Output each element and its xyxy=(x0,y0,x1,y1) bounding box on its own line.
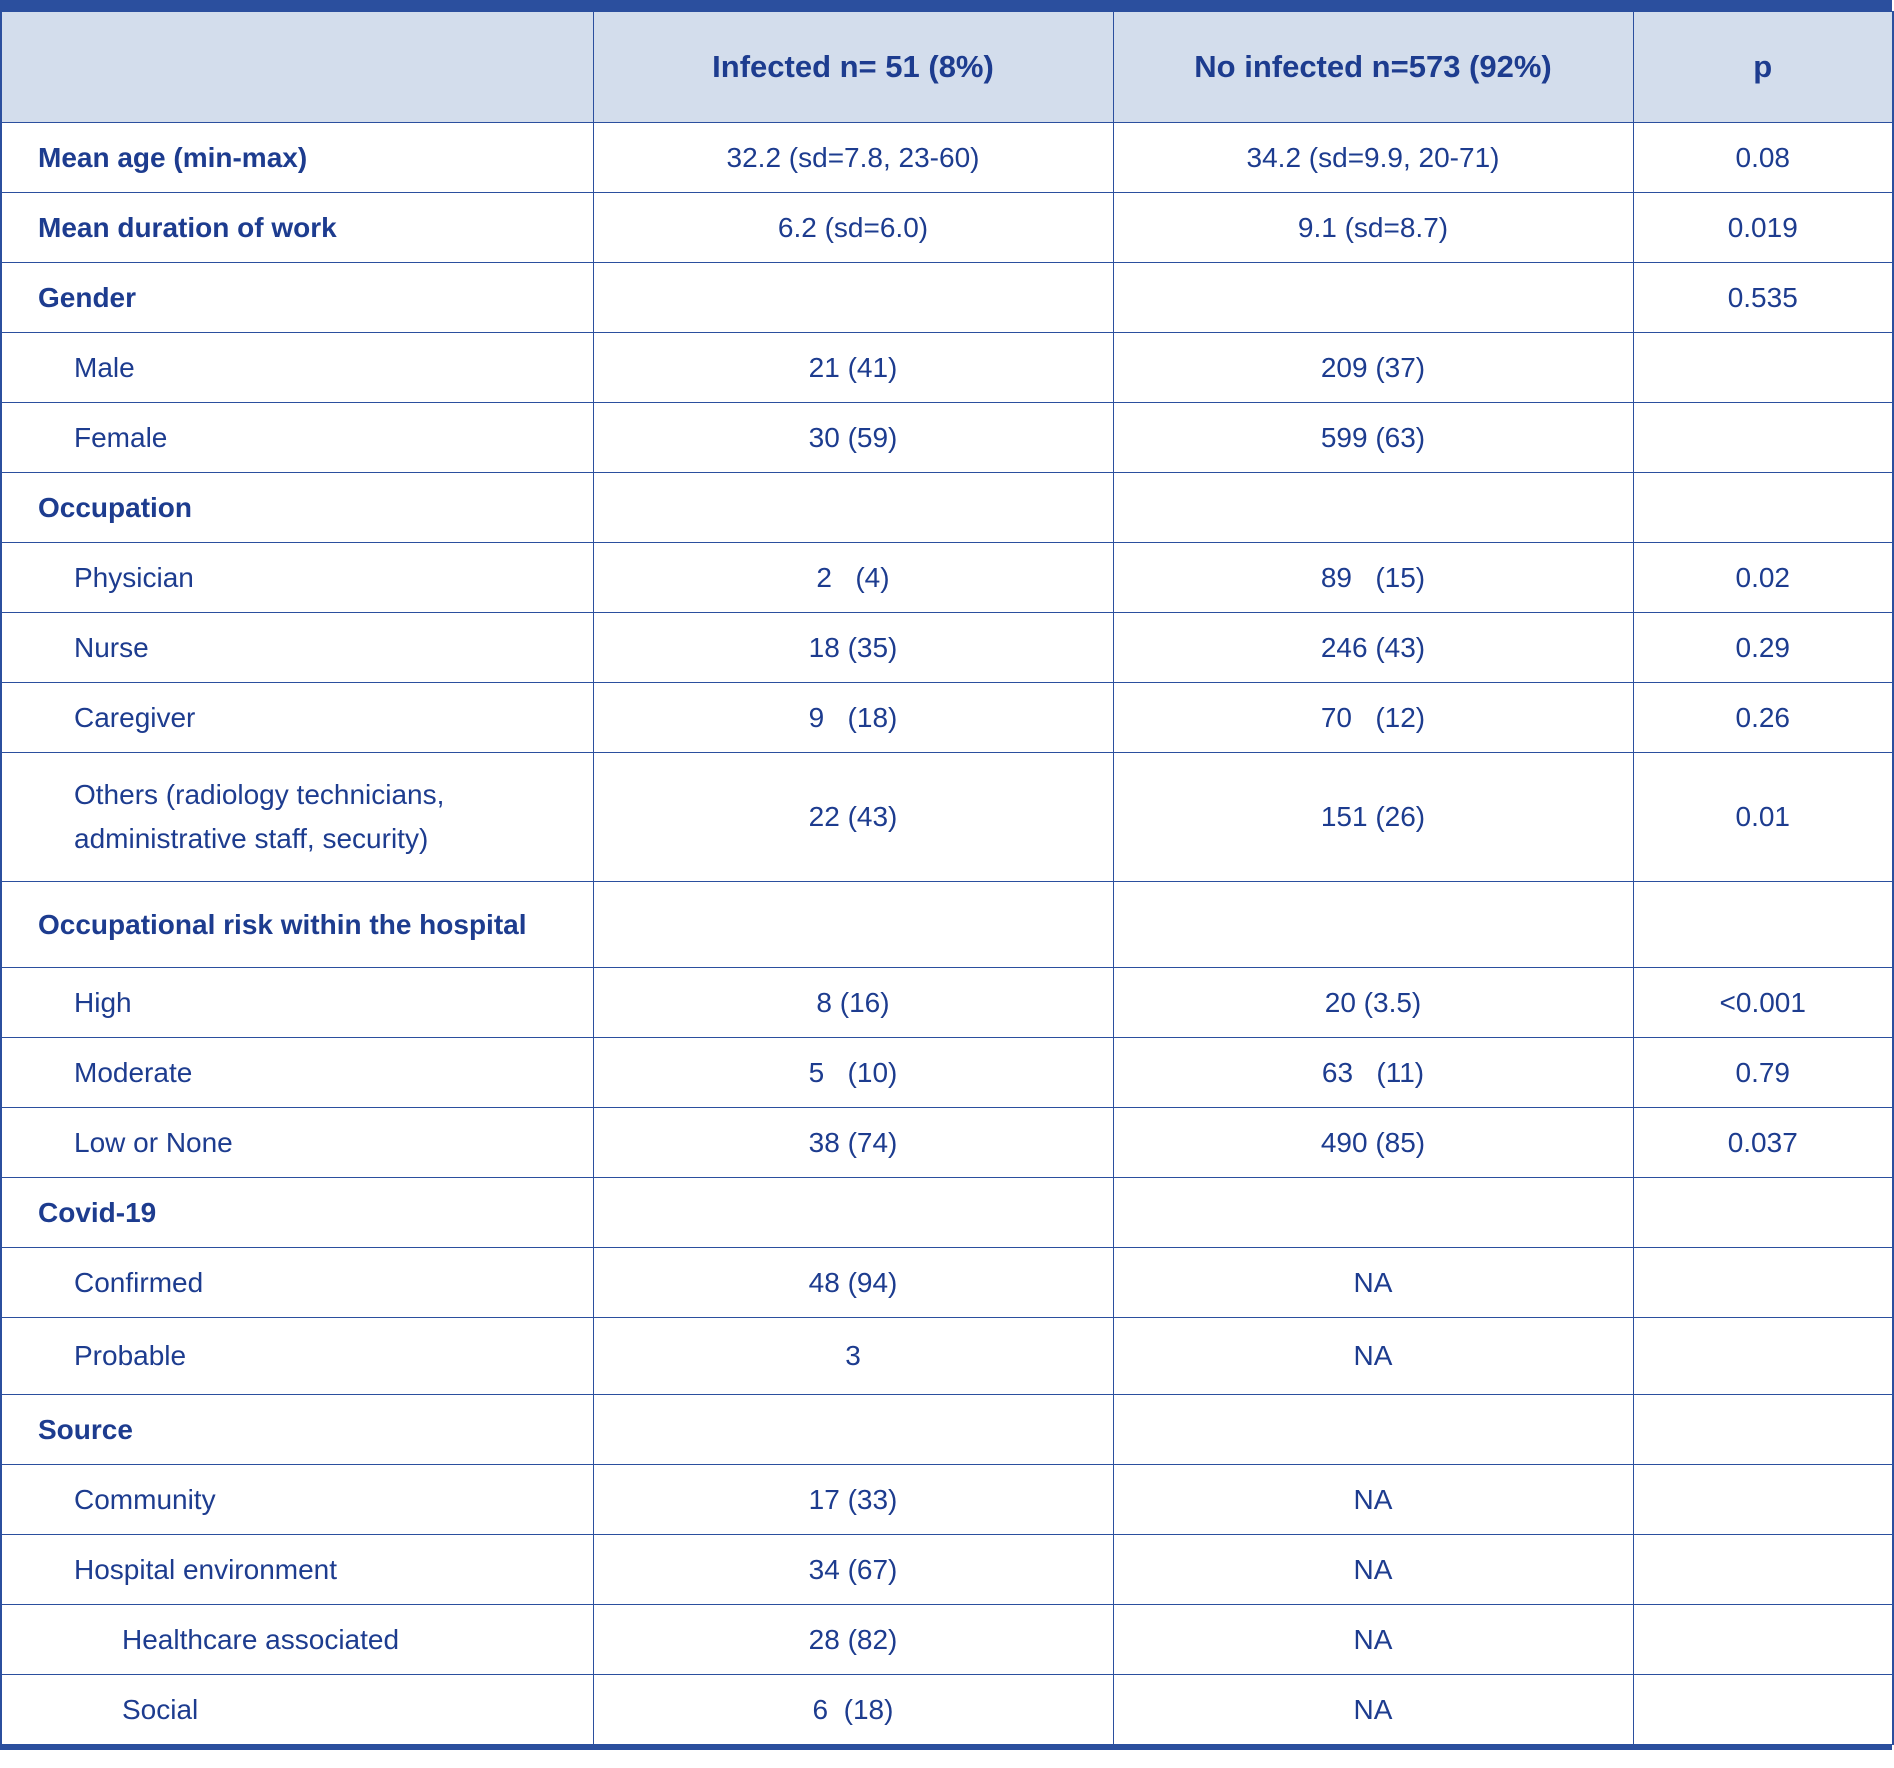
row-label: Source xyxy=(1,1395,593,1465)
not-infected-value: 9.1 (sd=8.7) xyxy=(1113,193,1633,263)
infected-value: 2 (4) xyxy=(593,543,1113,613)
row-label: Occupational risk within the hospital xyxy=(1,882,593,968)
table-row xyxy=(1,1178,1893,1248)
not-infected-value xyxy=(1113,263,1633,333)
p-value: <0.001 xyxy=(1633,968,1893,1038)
not-infected-value: 599 (63) xyxy=(1113,403,1633,473)
table-row xyxy=(1,1605,1893,1675)
p-value xyxy=(1633,403,1893,473)
p-value: 0.29 xyxy=(1633,613,1893,683)
infected-value: 6 (18) xyxy=(593,1675,1113,1745)
not-infected-value: 89 (15) xyxy=(1113,543,1633,613)
infected-value: 6.2 (sd=6.0) xyxy=(593,193,1113,263)
infected-value xyxy=(593,263,1113,333)
row-label: Community xyxy=(1,1465,593,1535)
table-row xyxy=(1,263,1893,333)
not-infected-value: NA xyxy=(1113,1675,1633,1745)
infected-value: 28 (82) xyxy=(593,1605,1113,1675)
not-infected-value xyxy=(1113,1395,1633,1465)
row-label: Female xyxy=(1,403,593,473)
infected-value xyxy=(593,473,1113,543)
not-infected-value: 20 (3.5) xyxy=(1113,968,1633,1038)
row-label: Physician xyxy=(1,543,593,613)
table-row xyxy=(1,1465,1893,1535)
p-value: 0.02 xyxy=(1633,543,1893,613)
not-infected-value xyxy=(1113,1178,1633,1248)
header-variable xyxy=(1,12,593,123)
infected-value: 3 xyxy=(593,1318,1113,1395)
not-infected-value: NA xyxy=(1113,1248,1633,1318)
p-value xyxy=(1633,1675,1893,1745)
infected-value xyxy=(593,1178,1113,1248)
p-value xyxy=(1633,1535,1893,1605)
infected-value: 9 (18) xyxy=(593,683,1113,753)
p-value: 0.037 xyxy=(1633,1108,1893,1178)
row-label: Caregiver xyxy=(1,683,593,753)
p-value: 0.019 xyxy=(1633,193,1893,263)
table-row xyxy=(1,543,1893,613)
header-not-infected: No infected n=573 (92%) xyxy=(1113,12,1633,123)
row-label: Hospital environment xyxy=(1,1535,593,1605)
row-label: Probable xyxy=(1,1318,593,1395)
table-row xyxy=(1,1395,1893,1465)
table-row xyxy=(1,1535,1893,1605)
row-label: Occupation xyxy=(1,473,593,543)
table-row xyxy=(1,968,1893,1038)
table-row xyxy=(1,1248,1893,1318)
table-row xyxy=(1,333,1893,403)
table-row xyxy=(1,753,1893,882)
p-value xyxy=(1633,882,1893,968)
not-infected-value xyxy=(1113,882,1633,968)
infected-value xyxy=(593,1395,1113,1465)
table-row xyxy=(1,403,1893,473)
header-p-value: p xyxy=(1633,12,1893,123)
not-infected-value: NA xyxy=(1113,1318,1633,1395)
row-label: Low or None xyxy=(1,1108,593,1178)
infected-value: 18 (35) xyxy=(593,613,1113,683)
row-label: Mean age (min-max) xyxy=(1,123,593,193)
table-row xyxy=(1,1108,1893,1178)
p-value xyxy=(1633,1248,1893,1318)
row-label xyxy=(1,753,593,882)
infected-value: 22 (43) xyxy=(593,753,1113,882)
p-value xyxy=(1633,333,1893,403)
header-infected: Infected n= 51 (8%) xyxy=(593,12,1113,123)
not-infected-value: 151 (26) xyxy=(1113,753,1633,882)
not-infected-value: 63 (11) xyxy=(1113,1038,1633,1108)
table-row xyxy=(1,1318,1893,1395)
row-label: Mean duration of work xyxy=(1,193,593,263)
table-row xyxy=(1,473,1893,543)
p-value: 0.26 xyxy=(1633,683,1893,753)
infected-value xyxy=(593,882,1113,968)
row-label-line: administrative staff, security) xyxy=(74,823,429,854)
row-label: Moderate xyxy=(1,1038,593,1108)
p-value: 0.01 xyxy=(1633,753,1893,882)
table-row xyxy=(1,123,1893,193)
p-value: 0.535 xyxy=(1633,263,1893,333)
characteristics-table xyxy=(0,11,1894,1745)
p-value xyxy=(1633,1465,1893,1535)
table-row xyxy=(1,882,1893,968)
not-infected-value: 70 (12) xyxy=(1113,683,1633,753)
p-value: 0.79 xyxy=(1633,1038,1893,1108)
infected-value: 17 (33) xyxy=(593,1465,1113,1535)
p-value xyxy=(1633,1395,1893,1465)
infected-value: 38 (74) xyxy=(593,1108,1113,1178)
infected-value: 21 (41) xyxy=(593,333,1113,403)
row-label: High xyxy=(1,968,593,1038)
infected-value: 8 (16) xyxy=(593,968,1113,1038)
table-row xyxy=(1,613,1893,683)
infected-value: 48 (94) xyxy=(593,1248,1113,1318)
infected-value: 5 (10) xyxy=(593,1038,1113,1108)
row-label: Social xyxy=(1,1675,593,1745)
p-value xyxy=(1633,1318,1893,1395)
not-infected-value: NA xyxy=(1113,1535,1633,1605)
not-infected-value: 490 (85) xyxy=(1113,1108,1633,1178)
infected-value: 30 (59) xyxy=(593,403,1113,473)
not-infected-value: NA xyxy=(1113,1605,1633,1675)
row-label-line: Others (radiology technicians, xyxy=(74,779,445,810)
p-value xyxy=(1633,473,1893,543)
row-label: Male xyxy=(1,333,593,403)
table-row xyxy=(1,683,1893,753)
row-label: Gender xyxy=(1,263,593,333)
not-infected-value: 209 (37) xyxy=(1113,333,1633,403)
row-label: Confirmed xyxy=(1,1248,593,1318)
row-label: Nurse xyxy=(1,613,593,683)
p-value: 0.08 xyxy=(1633,123,1893,193)
row-label: Healthcare associated xyxy=(1,1605,593,1675)
p-value xyxy=(1633,1178,1893,1248)
not-infected-value: NA xyxy=(1113,1465,1633,1535)
not-infected-value: 246 (43) xyxy=(1113,613,1633,683)
table-header-row xyxy=(1,12,1893,123)
table-row xyxy=(1,1675,1893,1745)
not-infected-value xyxy=(1113,473,1633,543)
not-infected-value: 34.2 (sd=9.9, 20-71) xyxy=(1113,123,1633,193)
infected-value: 32.2 (sd=7.8, 23-60) xyxy=(593,123,1113,193)
infected-value: 34 (67) xyxy=(593,1535,1113,1605)
table-row xyxy=(1,1038,1893,1108)
row-label: Covid-19 xyxy=(1,1178,593,1248)
p-value xyxy=(1633,1605,1893,1675)
table-row xyxy=(1,193,1893,263)
